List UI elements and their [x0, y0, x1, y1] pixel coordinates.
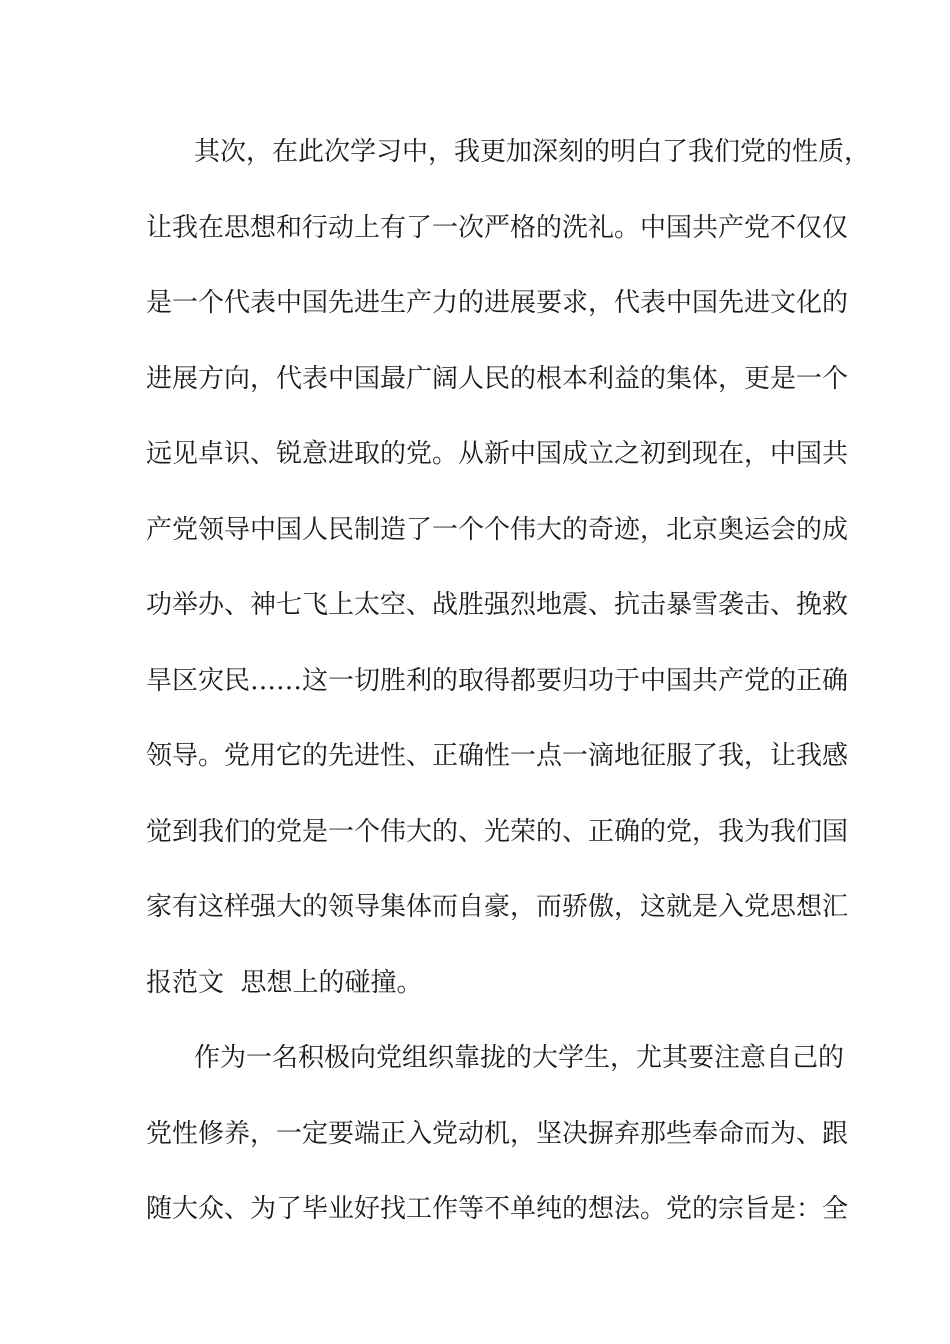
text-line: 让我在思想和行动上有了一次严格的洗礼。中国共产党不仅仅	[146, 212, 849, 243]
text-line: 家有这样强大的领导集体而自豪，而骄傲，这就是入党思想汇	[146, 892, 849, 922]
text-line: 党性修养，一定要端正入党动机，坚决摒弃那些奉命而为、跟	[146, 1118, 849, 1149]
document-body	[146, 124, 871, 1257]
paragraph-2	[146, 1030, 849, 1257]
paragraph-1	[146, 124, 871, 1030]
text-line: 其次，在此次学习中，我更加深刻的明白了我们党的性质，	[194, 137, 871, 167]
text-line: 远见卓识、锐意进取的党。从新中国成立之初到现在，中国共	[146, 439, 849, 469]
text-line: 功举办、神七飞上太空、战胜强烈地震、抗击暴雪袭击、挽救	[146, 590, 849, 620]
text-line: 作为一名积极向党组织靠拢的大学生，尤其要注意自己的	[194, 1043, 845, 1073]
text-line: 领导。党用它的先进性、正确性一点一滴地征服了我，让我感	[146, 741, 849, 771]
text-line: 进展方向，代表中国最广阔人民的根本利益的集体，更是一个	[146, 363, 849, 394]
text-line: 随大众、为了毕业好找工作等不单纯的想法。党的宗旨是：全	[146, 1194, 849, 1224]
text-line: 旱区灾民……这一切胜利的取得都要归功于中国共产党的正确	[146, 665, 849, 696]
text-line: 报范文 思想上的碰撞。	[146, 967, 423, 998]
text-line: 是一个代表中国先进生产力的进展要求，代表中国先进文化的	[146, 288, 849, 318]
text-line: 觉到我们的党是一个伟大的、光荣的、正确的党，我为我们国	[146, 816, 849, 847]
text-line: 产党领导中国人民制造了一个个伟大的奇迹，北京奥运会的成	[146, 514, 849, 545]
